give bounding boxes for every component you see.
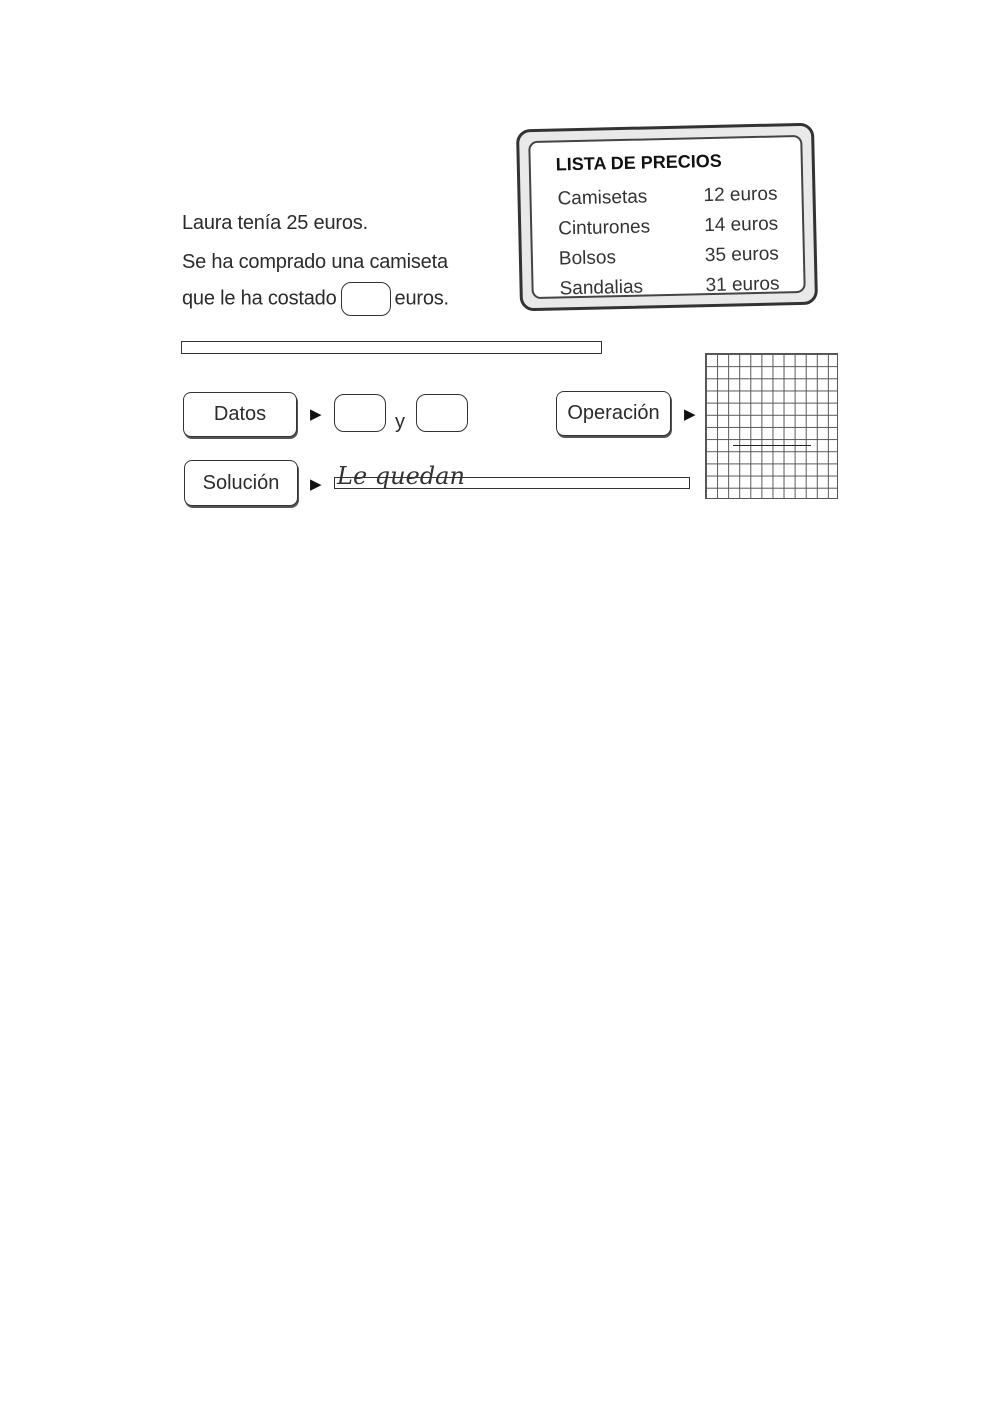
problem-line-2: Se ha comprado una camiseta <box>182 251 448 273</box>
price-list-panel <box>528 135 806 299</box>
price-list-title: LISTA DE PRECIOS <box>555 150 722 175</box>
price-list-sign <box>516 123 818 312</box>
price-item-price: 12 euros <box>703 183 778 207</box>
price-item-price: 31 euros <box>705 273 780 297</box>
operacion-arrow-icon: ▶ <box>684 406 696 423</box>
problem-line-1: Laura tenía 25 euros. <box>182 212 368 234</box>
solucion-label: Solución <box>184 460 298 506</box>
price-row <box>559 273 799 300</box>
problem-line-3-start: que le ha costado <box>182 287 337 310</box>
datos-arrow-icon: ▶ <box>310 406 322 423</box>
price-item-price: 35 euros <box>704 243 780 267</box>
price-item-price: 14 euros <box>703 213 779 237</box>
operacion-label: Operación <box>556 391 671 436</box>
price-item-name: Camisetas <box>557 186 648 210</box>
solucion-arrow-icon: ▶ <box>310 476 322 493</box>
data-input-1[interactable] <box>334 394 386 432</box>
datos-label: Datos <box>183 392 297 437</box>
price-item-name: Cinturones <box>558 216 651 240</box>
operation-grid[interactable] <box>705 353 838 499</box>
price-row <box>558 213 798 240</box>
problem-line-3 <box>182 282 449 316</box>
shirt-price-answer-box[interactable] <box>341 282 391 316</box>
price-item-name: Sandalias <box>559 276 644 300</box>
operation-result-line <box>733 445 811 446</box>
solution-prompt-text: Le quedan <box>337 462 465 490</box>
price-item-name: Bolsos <box>558 247 617 270</box>
data-input-2[interactable] <box>416 394 468 432</box>
problem-line-3-end: euros. <box>394 287 449 310</box>
price-row <box>557 183 797 210</box>
conjunction-y: y <box>395 411 405 433</box>
question-answer-field[interactable] <box>181 341 602 354</box>
price-row <box>559 243 799 270</box>
